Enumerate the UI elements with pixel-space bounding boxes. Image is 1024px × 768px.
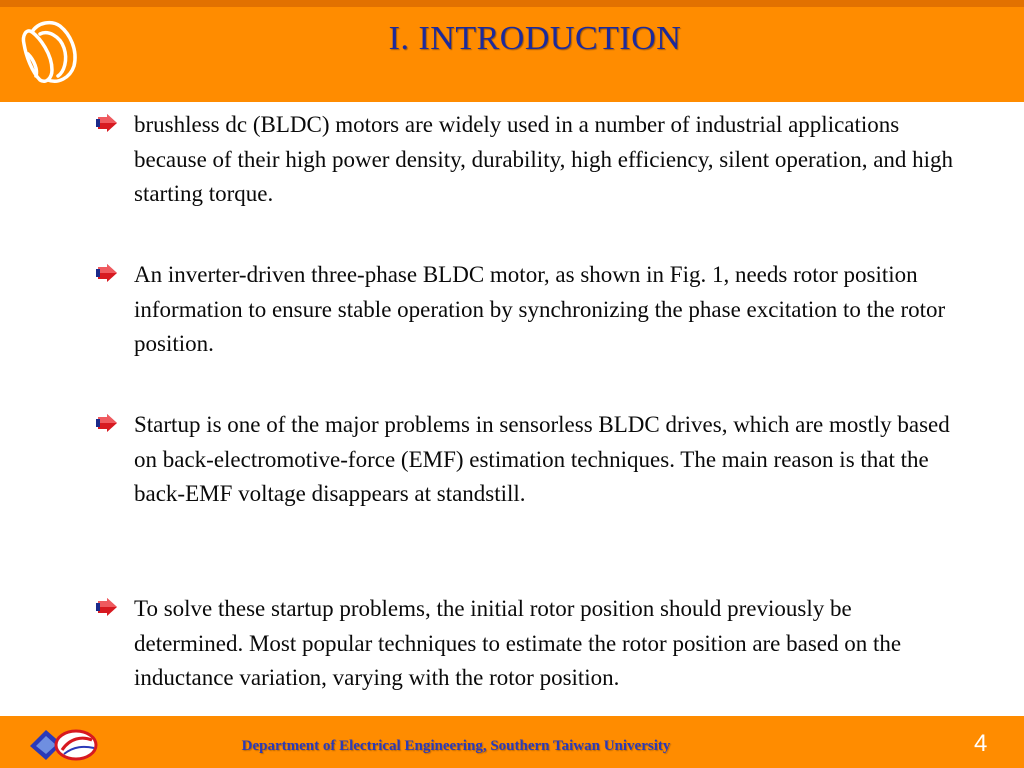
header-top-rule: [0, 0, 1024, 7]
arrow-bullet-icon: [96, 264, 118, 282]
bullet-text: brushless dc (BLDC) motors are widely used in a number of industrial applications because of their high power density, durability, high efficiency, silent operation, and high starting torque.: [134, 112, 954, 206]
bullet-item: [94, 592, 954, 696]
bullet-item: [94, 408, 954, 512]
bullet-text: To solve these startup problems, the initial rotor position should previously be determined. Most popular techniques to estimate the rotor position are based on the inductance variation, varying with the rotor position.: [134, 596, 902, 690]
footer-department: Department of Electrical Engineering, Southern Taiwan University: [241, 738, 671, 754]
slide-footer: [0, 716, 1024, 768]
bullet-item: [94, 108, 954, 212]
bullet-text: Startup is one of the major problems in sensorless BLDC drives, which are mostly based on back-electromotive-force (EMF) estimation techniques. The main reason is that the back-EMF voltage disappears at standstill.: [134, 412, 950, 506]
bullet-text: An inverter-driven three-phase BLDC motor, as shown in Fig. 1, needs rotor position information to ensure stable operation by synchronizing the phase excitation to the rotor position.: [134, 262, 946, 356]
slide-title: I. INTRODUCTION: [388, 20, 682, 57]
arrow-bullet-icon: [96, 598, 118, 616]
arrow-bullet-icon: [96, 414, 118, 432]
page-number: 4: [974, 730, 988, 757]
arrow-bullet-icon: [96, 114, 118, 132]
slide-header: [0, 0, 1024, 102]
bullet-item: [94, 258, 954, 362]
